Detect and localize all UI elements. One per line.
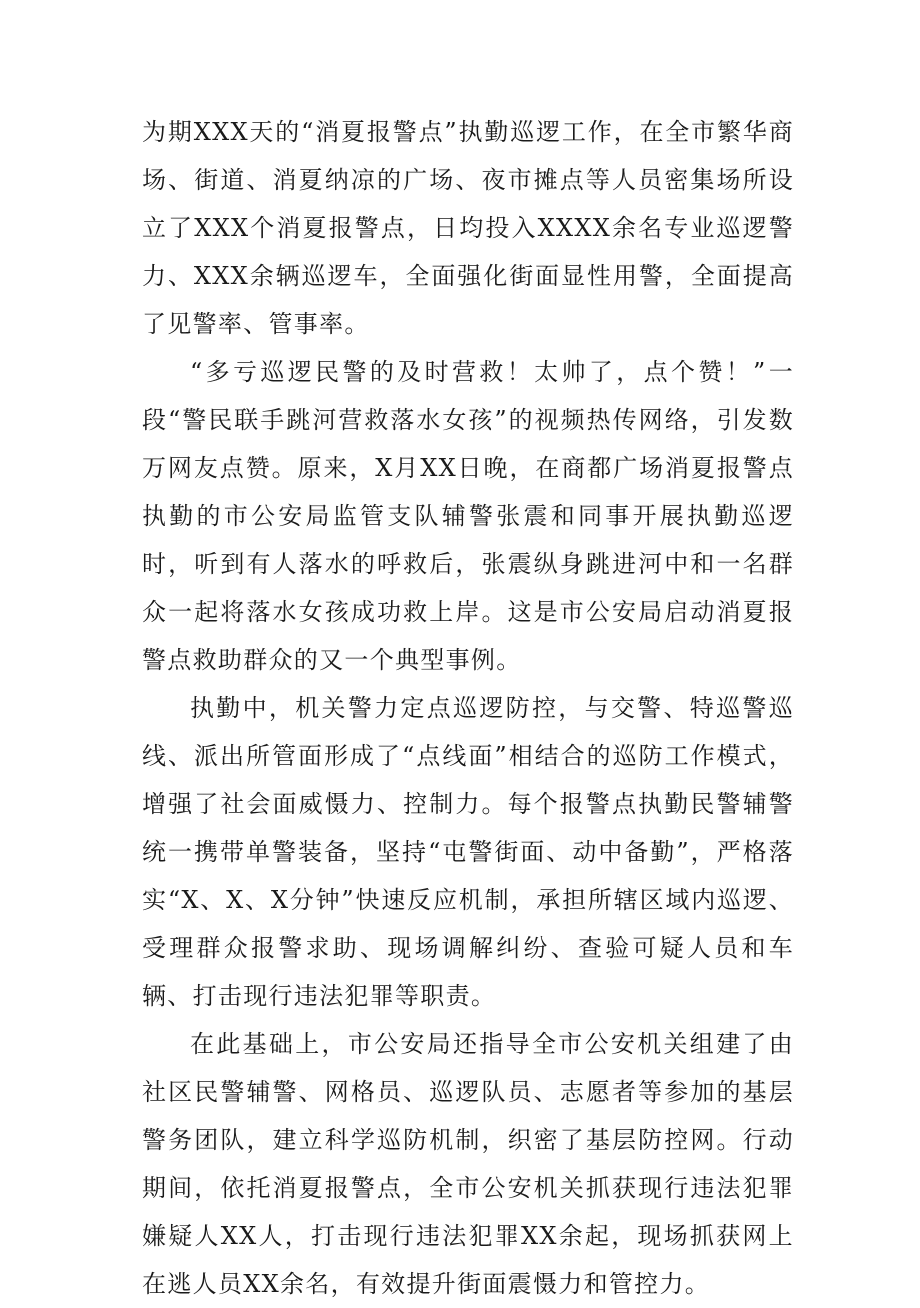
paragraph-1: 为期XXX天的“消夏报警点”执勤巡逻工作，在全市繁华商场、街道、消夏纳凉的广场、夜市摊点等人员密集场所设立了XXX个消夏报警点，日均投入XXXX余名专业巡逻警力、XXX余辆巡逻车，全面强化街面显性用警，全面提高了见警率、管事率。 bbox=[142, 118, 794, 338]
paragraph-4: 在此基础上，市公安局还指导全市公安机关组建了由社区民警辅警、网格员、巡逻队员、志愿者等参加的基层警务团队，建立科学巡防机制，织密了基层防控网。行动期间，依托消夏报警点，全市公安机关抓获现行违法犯罪嫌疑人XX人，打击现行违法犯罪XX余起，现场抓获网上在逃人员XX余名，有效提升街面震慑力和管控力。 bbox=[142, 1030, 794, 1298]
document-body bbox=[142, 108, 794, 1308]
paragraph-2: “多亏巡逻民警的及时营救！太帅了，点个赞！”一段“警民联手跳河营救落水女孩”的视频热传网络，引发数万网友点赞。原来，X月XX日晚，在商都广场消夏报警点执勤的市公安局监管支队辅警张震和同事开展执勤巡逻时，听到有人落水的呼救后，张震纵身跳进河中和一名群众一起将落水女孩成功救上岸。这是市公安局启动消夏报警点救助群众的又一个典型事例。 bbox=[142, 358, 794, 674]
paragraph-3: 执勤中，机关警力定点巡逻防控，与交警、特巡警巡线、派出所管面形成了“点线面”相结合的巡防工作模式，增强了社会面威慑力、控制力。每个报警点执勤民警辅警统一携带单警装备，坚持“屯警街面、动中备勤”，严格落实“X、X、X分钟”快速反应机制，承担所辖区域内巡逻、受理群众报警求助、现场调解纠纷、查验可疑人员和车辆、打击现行违法犯罪等职责。 bbox=[142, 694, 794, 1010]
